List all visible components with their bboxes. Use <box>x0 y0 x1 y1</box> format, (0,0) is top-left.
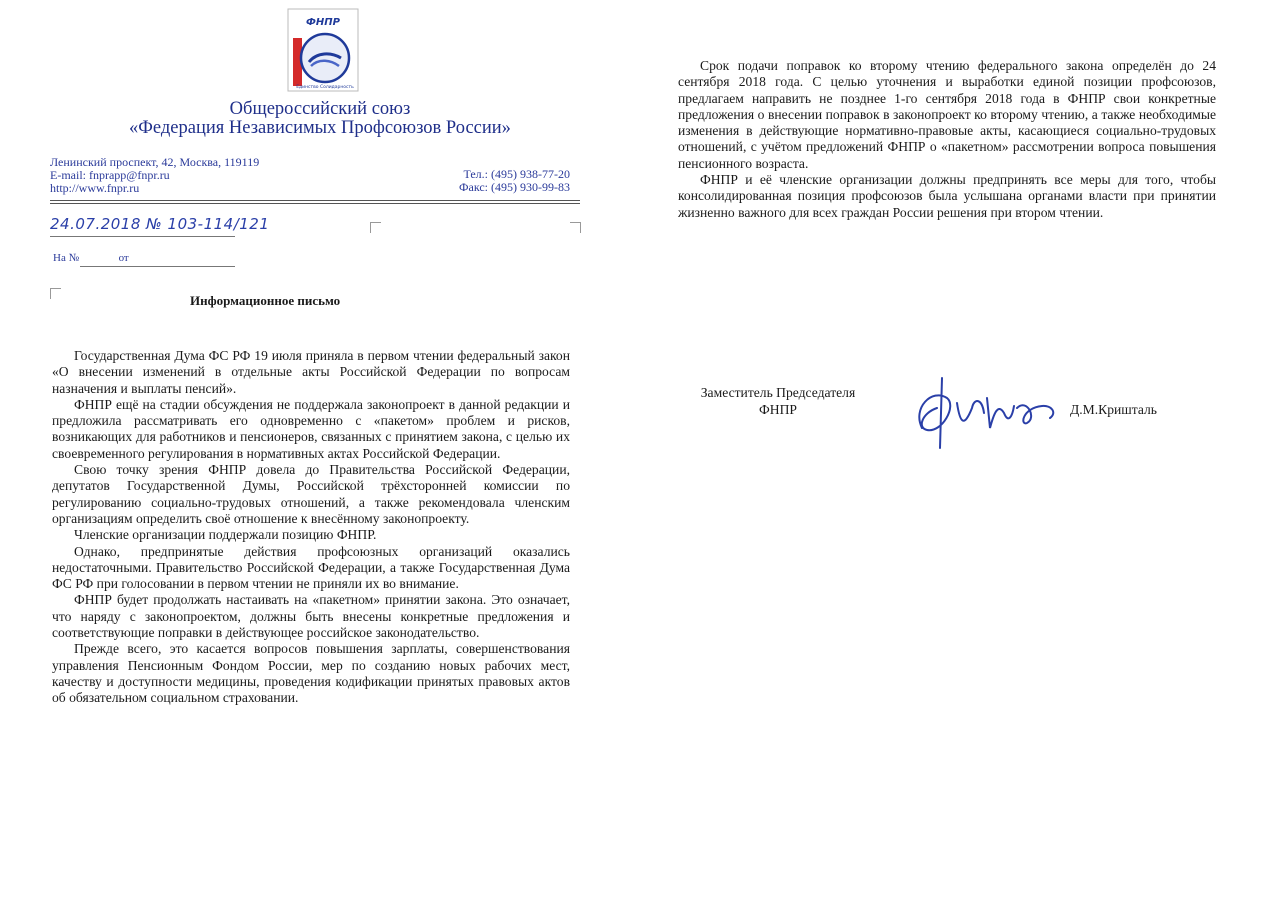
website: http://www.fnpr.ru <box>50 181 140 195</box>
handwritten-signature <box>902 368 1072 458</box>
fnpr-logo <box>287 8 359 92</box>
date-number-handwritten: 24.07.2018 № 103-114/121 <box>50 215 270 233</box>
fax: Факс: (495) 930-99-83 <box>459 180 570 194</box>
role-line2: ФНПР <box>759 402 797 417</box>
reference-underline <box>80 266 235 267</box>
letter-body-left <box>52 348 570 707</box>
logo-ring-text: Единство Солидарность <box>296 85 354 90</box>
address-corner-mark <box>570 222 581 233</box>
address-corner-mark <box>370 222 381 233</box>
paragraph: Государственная Дума ФС РФ 19 июля приняла в первом чтении федеральный закон «О внесении изменений в отдельные акты Российской Федерации по вопросам назначения и выплаты пенсий». <box>52 348 570 396</box>
letter-title: Информационное письмо <box>190 293 341 308</box>
signatory-name: Д.М.Кришталь <box>1070 402 1158 417</box>
paragraph: Срок подачи поправок ко второму чтению федерального закона определён до 24 сентября 2018 года. С целью уточнения и выработки единой позиции профсоюзов, предлагаем направить не позднее 1-го сентября 2018 года в ФНПР свои конкретные предложения о внесении поправок в законопроект ко второму чтению, а также необходимые изменения в действующие нормативно-правовые акты, касающиеся социально-трудовых отношений, с учётом предложений ФНПР о «пакетном» рассмотрении вопроса повышения пенсионного возраста. <box>678 58 1216 171</box>
paragraph: Членские организации поддержали позицию ФНПР. <box>74 527 377 543</box>
letter-page-2 <box>632 0 1264 916</box>
paragraph: Однако, предпринятые действия профсоюзных организаций оказались недостаточными. Правительство Российской Федерации, а также Государственная Дума ФС РФ при голосовании в первом чтении не приняли их во внимание. <box>52 543 570 592</box>
paragraph: Прежде всего, это касается вопросов повышения зарплаты, совершенствования управления Пенсионным Фондом России, мер по созданию новых рабочих мест, качеству и доступности медицины, проведения кодификации принятых правовых актов об обязательном социальном страховании. <box>52 641 570 706</box>
paragraph: ФНПР будет продолжать настаивать на «пакетном» принятии закона. Это означает, что наряду с законопроектом, должны быть внесены конкретные предложения и соответствующие поправки в действующее российское законодательство. <box>52 592 570 641</box>
ot-label: от <box>118 252 129 264</box>
logo-text: ФНПР <box>306 17 340 28</box>
address: Ленинский проспект, 42, Москва, 119119 <box>50 155 260 169</box>
phone: Тел.: (495) 938-77-20 <box>463 167 570 181</box>
email: E-mail: fnprapp@fnpr.ru <box>50 168 170 182</box>
letter-body-right <box>678 58 1216 221</box>
contacts-right <box>420 168 570 194</box>
contacts-left <box>50 156 259 195</box>
address-corner-mark <box>50 288 61 299</box>
paragraph: ФНПР и её членские организации должны предпринять все меры для того, чтобы консолидированная позиция профсоюзов была услышана органами власти при принятии жизненно важного для всех граждан России решения при втором чтении. <box>678 172 1216 220</box>
date-underline <box>50 236 235 237</box>
header-rule <box>50 200 580 201</box>
org-name-line2: «Федерация Независимых Профсоюзов России» <box>129 118 511 138</box>
na-label: На № <box>53 252 80 264</box>
paragraph: Свою точку зрения ФНПР довела до Правительства Российской Федерации, депутатов Государственной Думы, Российской трёхсторонней комиссии по регулированию социально-трудовых отношений, а также рекомендовала членским организациям определить своё отношение к внесённому законопроекту. <box>52 462 570 526</box>
reference-line <box>53 252 129 264</box>
header-rule <box>50 203 580 204</box>
signatory-role <box>678 384 878 418</box>
paragraph: ФНПР ещё на стадии обсуждения не поддержала законопроект в данной редакции и предложила рассматривать его одновременно с «пакетом» проблем и рисков, возникающих для работников и пенсионеров, связанных с принятием закона, с целью их своевременного регулирования в нормативных актах Российской Федерации. <box>52 396 570 461</box>
role-line1: Заместитель Председателя <box>700 385 856 400</box>
org-name-line1: Общероссийский союз <box>229 99 411 119</box>
